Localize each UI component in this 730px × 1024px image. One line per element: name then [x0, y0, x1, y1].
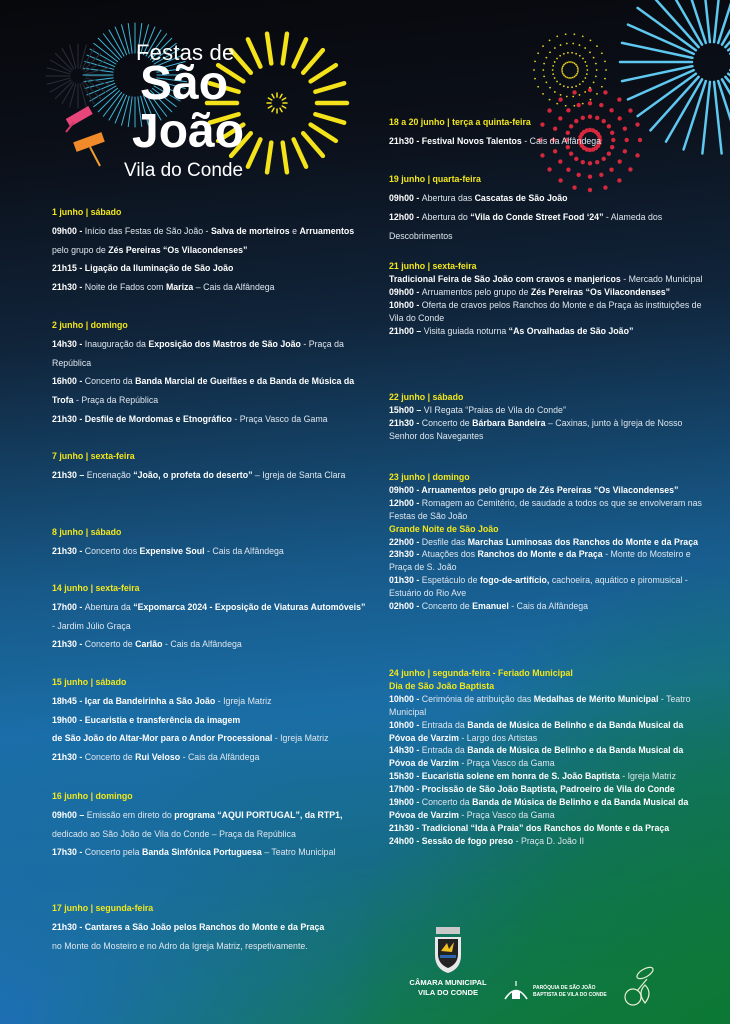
event-highlight: Zés Pereiras “Os Vilacondenses” — [108, 244, 248, 255]
event-highlight: Carlão — [135, 639, 163, 650]
event-highlight: Cascatas de São João — [474, 193, 568, 203]
event-text: Emissão em direto do — [86, 809, 175, 820]
event-text: - Cais da Alfândega — [521, 136, 602, 146]
event-text: - Igreja Matriz — [619, 771, 676, 782]
event-text: - Cais da Alfândega — [508, 601, 589, 612]
event-text: Entrada da — [421, 745, 468, 756]
event-item — [389, 822, 711, 835]
event-text: - Cais da Alfândega — [180, 752, 260, 763]
event-item — [389, 417, 711, 443]
event-highlight: 22h00 - — [389, 536, 422, 547]
event-text: Oferta de cravos pelos Ranchos do Monte e da Praça às instituições de Vila do Conde — [389, 299, 702, 323]
event-text: - Cais da Alfândega — [162, 639, 242, 650]
day-header: 8 junho | sábado — [52, 527, 122, 537]
event-text: Abertura do — [421, 212, 471, 222]
camara-municipal-name — [405, 978, 491, 998]
event-text: pelo grupo de — [52, 244, 109, 255]
event-text: - Teatro Municipal — [389, 693, 691, 717]
event-text: - Jardim Júlio Graça — [52, 620, 131, 631]
day-header: 14 junho | sexta-feira — [52, 583, 140, 593]
event-highlight: 02h00 - — [389, 601, 422, 612]
event-highlight: 21h30 - — [52, 545, 85, 556]
event-item — [389, 325, 711, 338]
event-highlight: Banda Sinfónica Portuguesa — [141, 847, 262, 858]
event-text: Concerto de — [84, 639, 136, 650]
event-text: Desfile das — [421, 536, 468, 547]
event-text: - Praça Vasco da Gama — [231, 413, 328, 424]
sponsor-logos — [405, 925, 705, 1015]
paroquia-line2: BAPTISTA DE VILA DO CONDE — [533, 991, 607, 998]
event-item — [52, 542, 370, 561]
event-item — [52, 598, 370, 636]
event-highlight: 21h30 – — [52, 469, 87, 480]
event-text: Entrada da — [421, 719, 468, 730]
event-item — [52, 335, 370, 373]
event-text: Concerto de — [84, 752, 136, 763]
event-text: Cerimónia de atribuição das — [421, 693, 534, 704]
day-section — [389, 170, 711, 246]
festival-title — [0, 0, 380, 200]
event-highlight: 12h00 - — [389, 497, 422, 508]
event-highlight: 17h00 - Procissão de São João Baptista, Padroeiro de Vila do Conde — [389, 784, 675, 795]
event-item — [389, 719, 711, 745]
event-highlight: Banda Marcial de Gueifães e da Banda de Música da Trofa — [52, 376, 355, 406]
title-vila-do-conde: Vila do Conde — [124, 160, 244, 181]
event-text: Concerto de — [421, 601, 473, 612]
event-highlight: 21h30 - — [52, 752, 85, 763]
day-section — [389, 113, 711, 151]
day-section — [389, 260, 711, 337]
event-item — [52, 918, 370, 937]
event-highlight: Banda de Música de Belinho e da Banda Musical da Póvoa de Varzim — [389, 797, 689, 820]
event-highlight: “João, o profeta do deserto” — [133, 469, 253, 480]
event-item — [389, 299, 711, 325]
day-section — [52, 316, 370, 429]
event-highlight: “Vila do Conde Street Food ‘24” — [470, 212, 604, 222]
event-highlight: 09h00 - — [389, 193, 422, 203]
section-subheading: Grande Noite de São João — [389, 523, 499, 534]
event-item — [389, 273, 711, 286]
event-item — [52, 222, 370, 260]
event-item — [52, 843, 370, 862]
day-header: 17 junho | segunda-feira — [52, 903, 154, 913]
event-text: Concerto da — [421, 797, 473, 808]
event-highlight: 09h00 - — [389, 286, 422, 297]
event-text: Abertura das — [421, 193, 475, 203]
event-item — [389, 600, 711, 613]
event-text: Concerto da — [84, 376, 136, 387]
event-item — [52, 748, 370, 767]
event-highlight: Medalhas de Mérito Municipal — [533, 693, 659, 704]
event-highlight: fogo-de-artifício, — [479, 575, 550, 586]
event-item — [389, 404, 711, 417]
camara-line1: CÂMARA MUNICIPAL — [409, 978, 487, 987]
event-text: - Igreja Matriz — [215, 695, 272, 706]
event-item — [389, 783, 711, 796]
event-item — [389, 132, 711, 151]
event-item — [389, 744, 711, 770]
day-section — [389, 471, 711, 613]
event-text: Inauguração da — [84, 338, 149, 349]
event-highlight: Exposição dos Mastros de São João — [148, 338, 301, 349]
day-header: 19 junho | quarta-feira — [389, 174, 481, 184]
day-section — [52, 673, 370, 767]
event-item — [52, 635, 370, 654]
event-text: – Teatro Municipal — [261, 847, 336, 858]
event-highlight: 21h30 - — [52, 639, 85, 650]
event-highlight: 09h00 – — [52, 809, 87, 820]
event-item — [389, 484, 711, 497]
event-highlight: 17h00 - — [52, 601, 85, 612]
event-highlight: Expensive Soul — [139, 545, 205, 556]
event-highlight: 09h00 - — [52, 225, 85, 236]
day-header: 24 junho | segunda-feira - Feriado Municipal — [389, 668, 573, 678]
day-section — [52, 579, 370, 654]
event-highlight: Zés Pereiras “Os Vilacondenses” — [530, 286, 671, 297]
event-highlight: 21h15 - Ligação da Iluminação de São João — [52, 263, 234, 274]
event-highlight: Marchas Luminosas dos Ranchos do Monte e da Praça — [467, 536, 698, 547]
event-item — [52, 806, 370, 844]
event-text: Concerto de — [421, 417, 473, 428]
fish-pot-logo-icon — [623, 963, 673, 1011]
event-highlight: 21h00 – — [389, 325, 424, 336]
event-highlight: 16h00 - — [52, 376, 85, 387]
day-header: 15 junho | sábado — [52, 677, 127, 687]
event-text: Noite de Fados com — [84, 282, 166, 293]
event-highlight: Tradicional Feira de São João com cravos e manjericos — [389, 273, 621, 284]
event-text: - Alameda dos Descobrimentos — [389, 212, 663, 241]
day-section — [52, 203, 370, 297]
paroquia-church-icon — [503, 980, 529, 1000]
event-highlight: 19h00 - Eucaristia e transferência da imagem — [52, 714, 241, 725]
event-text: no Monte do Mosteiro e no Adro da Igreja Matriz, respetivamente. — [52, 940, 308, 951]
event-text: - Igreja Matriz — [272, 733, 329, 744]
day-section — [52, 787, 370, 862]
event-item — [389, 693, 711, 719]
day-subheader: Dia de São João Baptista — [389, 680, 495, 691]
event-highlight: Banda de Música de Belinho e da Banda Musical da Póvoa de Varzim — [389, 719, 684, 743]
event-highlight: 21h30 - — [52, 282, 85, 293]
event-text: dedicado ao São João de Vila do Conde – Praça da República — [52, 828, 296, 839]
day-header: 16 junho | domingo — [52, 791, 133, 801]
day-header: 23 junho | domingo — [389, 472, 470, 482]
event-item — [389, 189, 711, 208]
event-item — [52, 259, 370, 278]
event-highlight: Ranchos do Monte e da Praça — [477, 549, 603, 560]
event-item — [389, 523, 711, 536]
event-highlight: Rui Veloso — [135, 752, 181, 763]
event-text: Espetáculo de — [421, 575, 480, 586]
title-joao: João — [132, 105, 245, 158]
event-text: Romagem ao Cemitério, de saudade a todos os que se envolveram nas Festas de São João — [389, 497, 702, 521]
paroquia-line1: PARÓQUIA DE SÃO JOÃO — [533, 985, 596, 991]
event-highlight: 15h00 – — [389, 404, 424, 415]
event-highlight: 21h30 - Festival Novos Talentos — [389, 136, 522, 146]
event-highlight: 10h00 - — [389, 719, 422, 730]
event-highlight: “As Orvalhadas de São João” — [508, 325, 634, 336]
day-section — [52, 447, 370, 485]
day-section — [389, 391, 711, 443]
event-text: Abertura da — [84, 601, 134, 612]
event-highlight: Bárbara Bandeira — [472, 417, 546, 428]
event-text: – Caxinas, junto à Igreja de Nosso Senhor dos Navegantes — [389, 417, 683, 441]
day-header: 1 junho | sábado — [52, 207, 122, 217]
event-item — [389, 770, 711, 783]
event-item — [52, 729, 370, 748]
event-text: - Praça Vasco da Gama — [458, 758, 555, 769]
event-text: - Mercado Municipal — [620, 273, 703, 284]
event-highlight: 18h45 - Içar da Bandeirinha a São João — [52, 695, 216, 706]
event-highlight: 15h30 - Eucaristia solene em honra de S. João Baptista — [389, 771, 620, 782]
event-item — [389, 497, 711, 523]
event-text: - Praça da República — [52, 338, 344, 368]
event-highlight: 21h30 - — [389, 417, 422, 428]
event-text: Encenação — [86, 469, 134, 480]
event-item — [52, 937, 370, 956]
event-text: - Praça D. João II — [513, 835, 585, 846]
event-highlight: de São João do Altar-Mor para o Andor Processional — [52, 733, 273, 744]
event-item — [52, 410, 370, 429]
event-highlight: Emanuel — [472, 601, 509, 612]
event-item — [52, 692, 370, 711]
event-highlight: 24h00 - Sessão de fogo preso — [389, 835, 514, 846]
day-section — [52, 523, 370, 561]
event-highlight: 09h00 - Arruamentos pelo grupo de Zés Pereiras “Os Vilacondenses” — [389, 484, 679, 495]
event-item — [389, 574, 711, 600]
event-item — [389, 796, 711, 822]
event-highlight: 12h00 - — [389, 212, 422, 222]
day-section — [52, 899, 370, 955]
title-festas-de: Festas de — [136, 40, 235, 65]
event-item — [389, 208, 711, 246]
event-highlight: 10h00 - — [389, 299, 422, 310]
event-highlight: 23h30 - — [389, 549, 422, 560]
event-highlight: 17h30 - — [52, 847, 85, 858]
gold-firework-icon — [533, 33, 607, 106]
day-header: 2 junho | domingo — [52, 320, 128, 330]
day-header: 18 a 20 junho | terça a quinta-feira — [389, 117, 531, 127]
event-text: Concerto pela — [84, 847, 142, 858]
event-text: VI Regata “Praias de Vila do Conde” — [423, 404, 566, 415]
event-text: - Cais da Alfândega — [204, 545, 284, 556]
event-highlight: 14h30 - — [389, 745, 422, 756]
event-highlight: Banda de Música de Belinho e da Banda Musical da Póvoa de Varzim — [389, 745, 684, 769]
event-item — [389, 536, 711, 549]
event-highlight: programa “AQUI PORTUGAL”, da RTP1, — [174, 809, 343, 820]
event-text: - Praça Vasco da Gama — [458, 809, 555, 820]
event-highlight: 14h30 - — [52, 338, 85, 349]
event-text: - Praça da República — [73, 395, 159, 406]
event-highlight: 21h30 - Tradicional “Ida à Praia” dos Ranchos do Monte e da Praça — [389, 822, 670, 833]
event-text: Concerto dos — [84, 545, 140, 556]
event-highlight: 21h30 - Desfile de Mordomas e Etnográfico — [52, 413, 232, 424]
event-item — [52, 466, 370, 485]
event-item — [389, 286, 711, 299]
event-highlight: Salva de morteiros — [210, 225, 290, 236]
event-item — [52, 372, 370, 410]
day-header: 21 junho | sexta-feira — [389, 261, 477, 271]
event-item — [52, 278, 370, 297]
camara-municipal-crest-icon — [427, 925, 469, 977]
day-header: 22 junho | sábado — [389, 392, 464, 402]
event-text: Atuações dos — [421, 549, 478, 560]
day-header: 7 junho | sexta-feira — [52, 451, 135, 461]
event-text: – Igreja de Santa Clara — [252, 469, 346, 480]
event-text: - Largo dos Artistas — [458, 732, 538, 743]
camara-line2: VILA DO CONDE — [417, 988, 479, 997]
event-text: - Monte do Mosteiro e Praça de S. João — [389, 549, 691, 573]
event-highlight: 21h30 - Cantares a São João pelos Ranchos do Monte e da Praça — [52, 921, 325, 932]
event-text: Início das Festas de São João - — [84, 225, 211, 236]
event-highlight: Arruamentos — [299, 225, 355, 236]
event-item — [52, 711, 370, 730]
event-item — [389, 835, 711, 848]
event-text: Arruamentos pelo grupo de — [421, 286, 531, 297]
event-highlight: “Expomarca 2024 - Exposição de Viaturas Automóveis” — [133, 601, 366, 612]
event-highlight: 19h00 - — [389, 797, 422, 808]
day-section — [389, 667, 711, 848]
event-highlight: Mariza — [165, 282, 194, 293]
title-sao: São — [140, 57, 229, 110]
event-text: cachoeira, aquático e piromusical - Estuário do Rio Ave — [389, 575, 688, 599]
event-highlight: 10h00 - — [389, 693, 422, 704]
event-text: – Cais da Alfândega — [193, 282, 275, 293]
paroquia-name — [533, 985, 607, 998]
event-item — [389, 548, 711, 574]
event-highlight: 01h30 - — [389, 575, 422, 586]
event-text: Visita guiada noturna — [423, 325, 509, 336]
event-text: e — [289, 225, 300, 236]
